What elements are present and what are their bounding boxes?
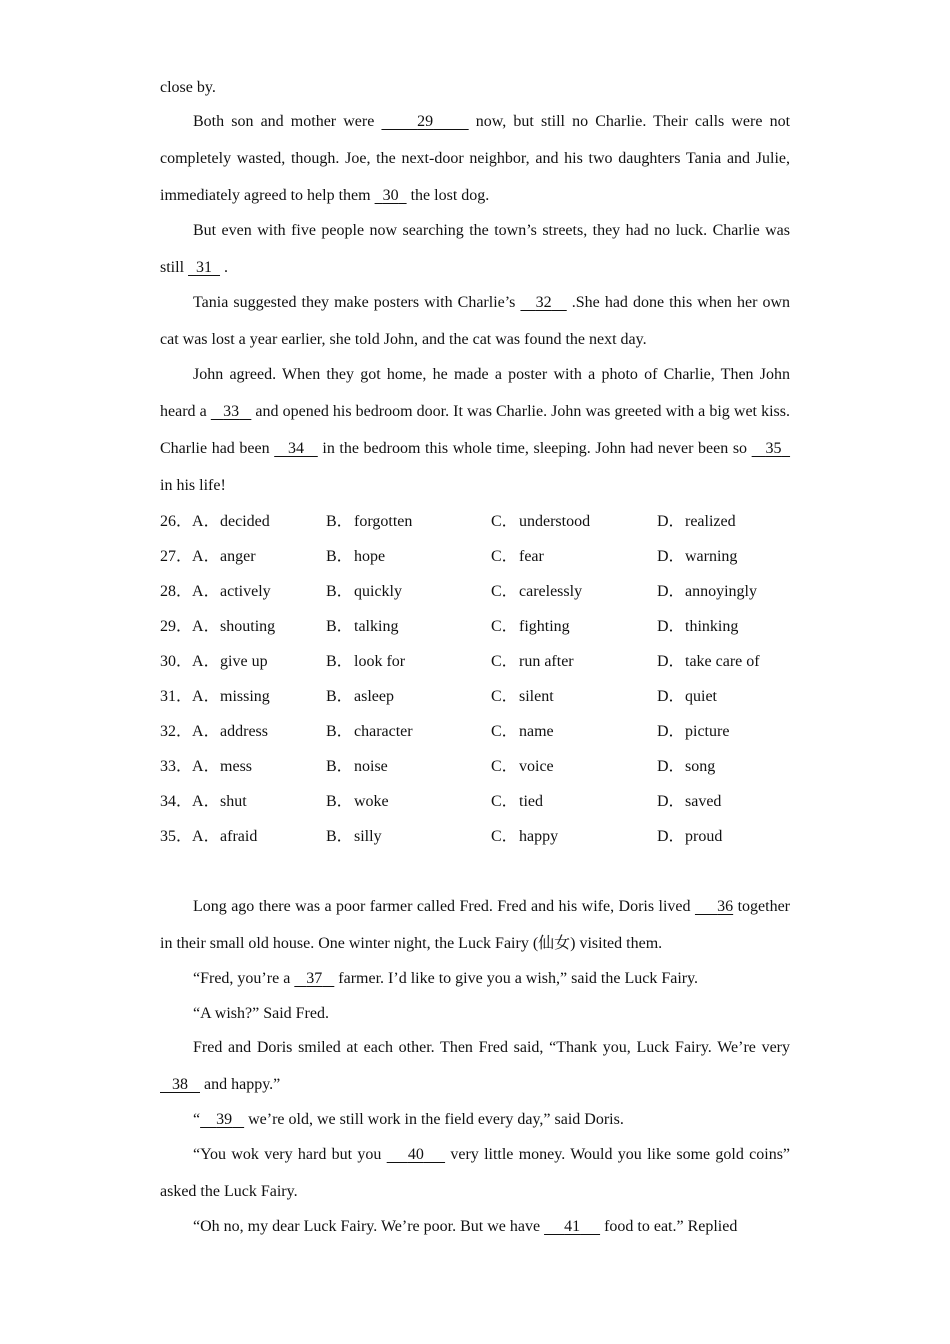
text-segment: “A wish?” Said Fred. <box>193 1005 329 1022</box>
blank-34: 34 <box>287 440 304 457</box>
question-number: 32． <box>160 723 193 740</box>
option-a[interactable] <box>160 757 252 777</box>
option-letter: D． <box>657 758 685 775</box>
option-text: carelessly <box>519 583 583 600</box>
option-d[interactable] <box>657 687 717 707</box>
option-letter: A． <box>192 548 220 565</box>
text-segment: in the bedroom this whole time, sleeping. John had never been so <box>317 440 752 457</box>
option-c[interactable] <box>491 582 582 602</box>
question-number: 35． <box>160 828 193 845</box>
option-c[interactable] <box>491 827 558 847</box>
paragraph-no-luck <box>160 212 790 286</box>
option-letter: C． <box>491 723 518 740</box>
option-text: proud <box>685 828 723 845</box>
question-row <box>160 582 790 602</box>
text-segment: “You wok very hard but you <box>193 1146 387 1163</box>
option-text: picture <box>685 723 730 740</box>
paragraph-food <box>160 1217 790 1237</box>
option-letter: D． <box>657 653 685 670</box>
paragraph-gold-coins <box>160 1136 790 1210</box>
question-row <box>160 722 790 742</box>
question-number: 27． <box>160 548 193 565</box>
text-segment: But even with five people now searching the town’s streets, they had no luck. Charlie was still <box>160 222 790 276</box>
option-b[interactable] <box>326 757 388 777</box>
option-letter: A． <box>192 618 220 635</box>
option-text: annoyingly <box>685 583 757 600</box>
option-letter: A． <box>192 688 220 705</box>
option-d[interactable] <box>657 792 721 812</box>
option-letter: D． <box>657 688 685 705</box>
paragraph-search <box>160 103 790 214</box>
option-letter: C． <box>491 513 518 530</box>
option-a[interactable] <box>160 512 270 532</box>
text-segment: “Oh no, my dear Luck Fairy. We’re poor. But we have <box>193 1218 545 1235</box>
text-segment: the lost dog. <box>406 187 490 204</box>
option-text: silent <box>519 688 554 705</box>
option-text: voice <box>519 758 554 775</box>
option-letter: D． <box>657 793 685 810</box>
paragraph-fred-intro <box>160 888 790 962</box>
option-letter: C． <box>491 758 518 775</box>
option-letter: D． <box>657 723 685 740</box>
option-text: woke <box>354 793 389 810</box>
text-segment: now, but still no Charlie. Their calls were not completely wasted, though. Joe, the next-door neighbor, and his two daughters Tania and Julie, immediately agreed to help them <box>160 113 791 204</box>
option-letter: B． <box>326 758 353 775</box>
option-a[interactable] <box>160 687 270 707</box>
question-row <box>160 792 790 812</box>
text-segment: Fred and Doris smiled at each other. Then Fred said, “Thank you, Luck Fairy. We’re very <box>193 1039 790 1056</box>
option-text: understood <box>519 513 591 530</box>
question-number: 29． <box>160 618 193 635</box>
text-segment: and happy.” <box>200 1076 281 1093</box>
option-letter: B． <box>326 583 353 600</box>
blank-33: 33 <box>223 403 240 420</box>
option-text: talking <box>354 618 399 635</box>
option-letter: A． <box>192 583 220 600</box>
option-text: warning <box>685 548 738 565</box>
option-a[interactable] <box>160 792 247 812</box>
option-b[interactable] <box>326 617 398 637</box>
question-number: 26． <box>160 513 193 530</box>
option-letter: B． <box>326 548 353 565</box>
option-c[interactable] <box>491 652 574 672</box>
option-text: shouting <box>220 618 276 635</box>
text-segment: close by. <box>160 79 216 96</box>
option-text: decided <box>220 513 270 530</box>
option-letter: C． <box>491 793 518 810</box>
option-a[interactable] <box>160 722 268 742</box>
option-text: character <box>354 723 413 740</box>
option-b[interactable] <box>326 652 405 672</box>
option-letter: B． <box>326 618 353 635</box>
option-letter: B． <box>326 513 353 530</box>
option-text: afraid <box>220 828 258 845</box>
blank-30: 30 <box>382 187 399 204</box>
option-letter: D． <box>657 828 685 845</box>
option-a[interactable] <box>160 617 275 637</box>
option-letter: A． <box>192 653 220 670</box>
option-c[interactable] <box>491 792 543 812</box>
text-segment: food to eat.” Replied <box>600 1218 738 1235</box>
option-letter: D． <box>657 513 685 530</box>
option-b[interactable] <box>326 722 413 742</box>
blank-37: 37 <box>306 970 323 987</box>
option-text: quickly <box>354 583 402 600</box>
text-segment: Both son and mother were <box>193 113 382 130</box>
question-row <box>160 757 790 777</box>
question-row <box>160 652 790 672</box>
option-text: hope <box>354 548 386 565</box>
option-text: run after <box>519 653 574 670</box>
paragraph-close-by <box>160 78 790 98</box>
option-letter: A． <box>192 723 220 740</box>
option-d[interactable] <box>657 512 736 532</box>
option-letter: B． <box>326 723 353 740</box>
option-text: noise <box>354 758 388 775</box>
paragraph-a-wish <box>160 1004 790 1024</box>
option-letter: C． <box>491 583 518 600</box>
option-letter: A． <box>192 758 220 775</box>
option-d[interactable] <box>657 617 738 637</box>
text-segment: and opened his bedroom door. It was Charlie. John was greeted with a big wet kiss. Charlie had been <box>160 403 790 457</box>
question-number: 33． <box>160 758 193 775</box>
option-text: tied <box>519 793 543 810</box>
option-d[interactable] <box>657 582 757 602</box>
option-text: song <box>685 758 716 775</box>
option-a[interactable] <box>160 652 268 672</box>
question-row <box>160 617 790 637</box>
option-b[interactable] <box>326 547 385 567</box>
option-letter: A． <box>192 793 220 810</box>
option-text: forgotten <box>354 513 413 530</box>
option-b[interactable] <box>326 582 402 602</box>
option-text: fear <box>519 548 544 565</box>
option-d[interactable] <box>657 652 760 672</box>
text-segment: John agreed. When they got home, he made a poster with a photo of Charlie, Then John heard a <box>160 366 790 420</box>
option-letter: B． <box>326 793 353 810</box>
question-number: 28． <box>160 583 193 600</box>
option-text: look for <box>354 653 406 670</box>
blank-29: 29 <box>417 113 434 130</box>
option-b[interactable] <box>326 827 382 847</box>
text-segment: together in their small old house. One winter night, the Luck Fairy (仙女) visited them. <box>160 898 790 952</box>
text-segment: Long ago there was a poor farmer called Fred. Fred and his wife, Doris lived <box>193 898 695 915</box>
option-text: missing <box>220 688 270 705</box>
option-c[interactable] <box>491 617 570 637</box>
option-text: take care of <box>685 653 760 670</box>
paragraph-doris <box>160 1110 790 1130</box>
paragraph-smiled <box>160 1029 790 1103</box>
blank-40: 40 <box>407 1146 424 1163</box>
text-segment: “ <box>193 1111 201 1128</box>
option-text: quiet <box>685 688 717 705</box>
option-letter: C． <box>491 688 518 705</box>
option-letter: C． <box>491 618 518 635</box>
option-text: name <box>519 723 554 740</box>
paragraph-found <box>160 356 790 504</box>
option-letter: D． <box>657 583 685 600</box>
blank-39: 39 <box>216 1111 233 1128</box>
option-b[interactable] <box>326 687 394 707</box>
option-letter: D． <box>657 548 685 565</box>
option-c[interactable] <box>491 547 544 567</box>
paragraph-posters <box>160 284 790 358</box>
option-a[interactable] <box>160 827 257 847</box>
blank-41: 41 <box>564 1218 581 1235</box>
option-a[interactable] <box>160 582 271 602</box>
option-b[interactable] <box>326 792 389 812</box>
blank-31: 31 <box>196 259 213 276</box>
option-text: realized <box>685 513 736 530</box>
text-segment: Tania suggested they make posters with Charlie’s <box>193 294 521 311</box>
text-segment: .She had done this when her own cat was lost a year earlier, she told John, and the cat was found the next day. <box>160 294 791 348</box>
question-number: 34． <box>160 793 193 810</box>
option-letter: A． <box>192 513 220 530</box>
option-d[interactable] <box>657 547 737 567</box>
text-segment: “Fred, you’re a <box>193 970 295 987</box>
option-c[interactable] <box>491 512 590 532</box>
option-c[interactable] <box>491 757 554 777</box>
option-text: anger <box>220 548 256 565</box>
option-text: thinking <box>685 618 739 635</box>
text-segment: in his life! <box>160 477 226 494</box>
blank-38: 38 <box>172 1076 188 1093</box>
option-letter: C． <box>491 548 518 565</box>
option-text: actively <box>220 583 271 600</box>
option-letter: B． <box>326 828 353 845</box>
option-letter: B． <box>326 653 353 670</box>
option-c[interactable] <box>491 687 554 707</box>
option-letter: A． <box>192 828 220 845</box>
option-c[interactable] <box>491 722 554 742</box>
option-a[interactable] <box>160 547 256 567</box>
question-row <box>160 512 790 532</box>
option-letter: D． <box>657 618 685 635</box>
text-segment: . <box>220 259 229 276</box>
question-number: 31． <box>160 688 193 705</box>
option-text: address <box>220 723 268 740</box>
option-text: silly <box>354 828 382 845</box>
option-text: mess <box>220 758 253 775</box>
blank-36: 36 <box>717 898 734 915</box>
question-row <box>160 827 790 847</box>
option-d[interactable] <box>657 757 715 777</box>
option-letter: C． <box>491 653 518 670</box>
question-row <box>160 547 790 567</box>
question-number: 30． <box>160 653 193 670</box>
option-b[interactable] <box>326 512 412 532</box>
option-letter: B． <box>326 688 353 705</box>
text-segment: farmer. I’d like to give you a wish,” said the Luck Fairy. <box>334 970 699 987</box>
paragraph-wish-offer <box>160 969 790 989</box>
option-d[interactable] <box>657 827 722 847</box>
option-text: saved <box>685 793 722 810</box>
option-text: fighting <box>519 618 570 635</box>
option-text: happy <box>519 828 559 845</box>
question-row <box>160 687 790 707</box>
blank-35: 35 <box>765 440 782 457</box>
option-text: asleep <box>354 688 394 705</box>
option-d[interactable] <box>657 722 729 742</box>
text-segment: very little money. Would you like some gold coins” asked the Luck Fairy. <box>160 1146 791 1200</box>
blank-32: 32 <box>535 294 552 311</box>
option-letter: C． <box>491 828 518 845</box>
option-text: give up <box>220 653 268 670</box>
option-text: shut <box>220 793 247 810</box>
text-segment: we’re old, we still work in the field every day,” said Doris. <box>244 1111 624 1128</box>
